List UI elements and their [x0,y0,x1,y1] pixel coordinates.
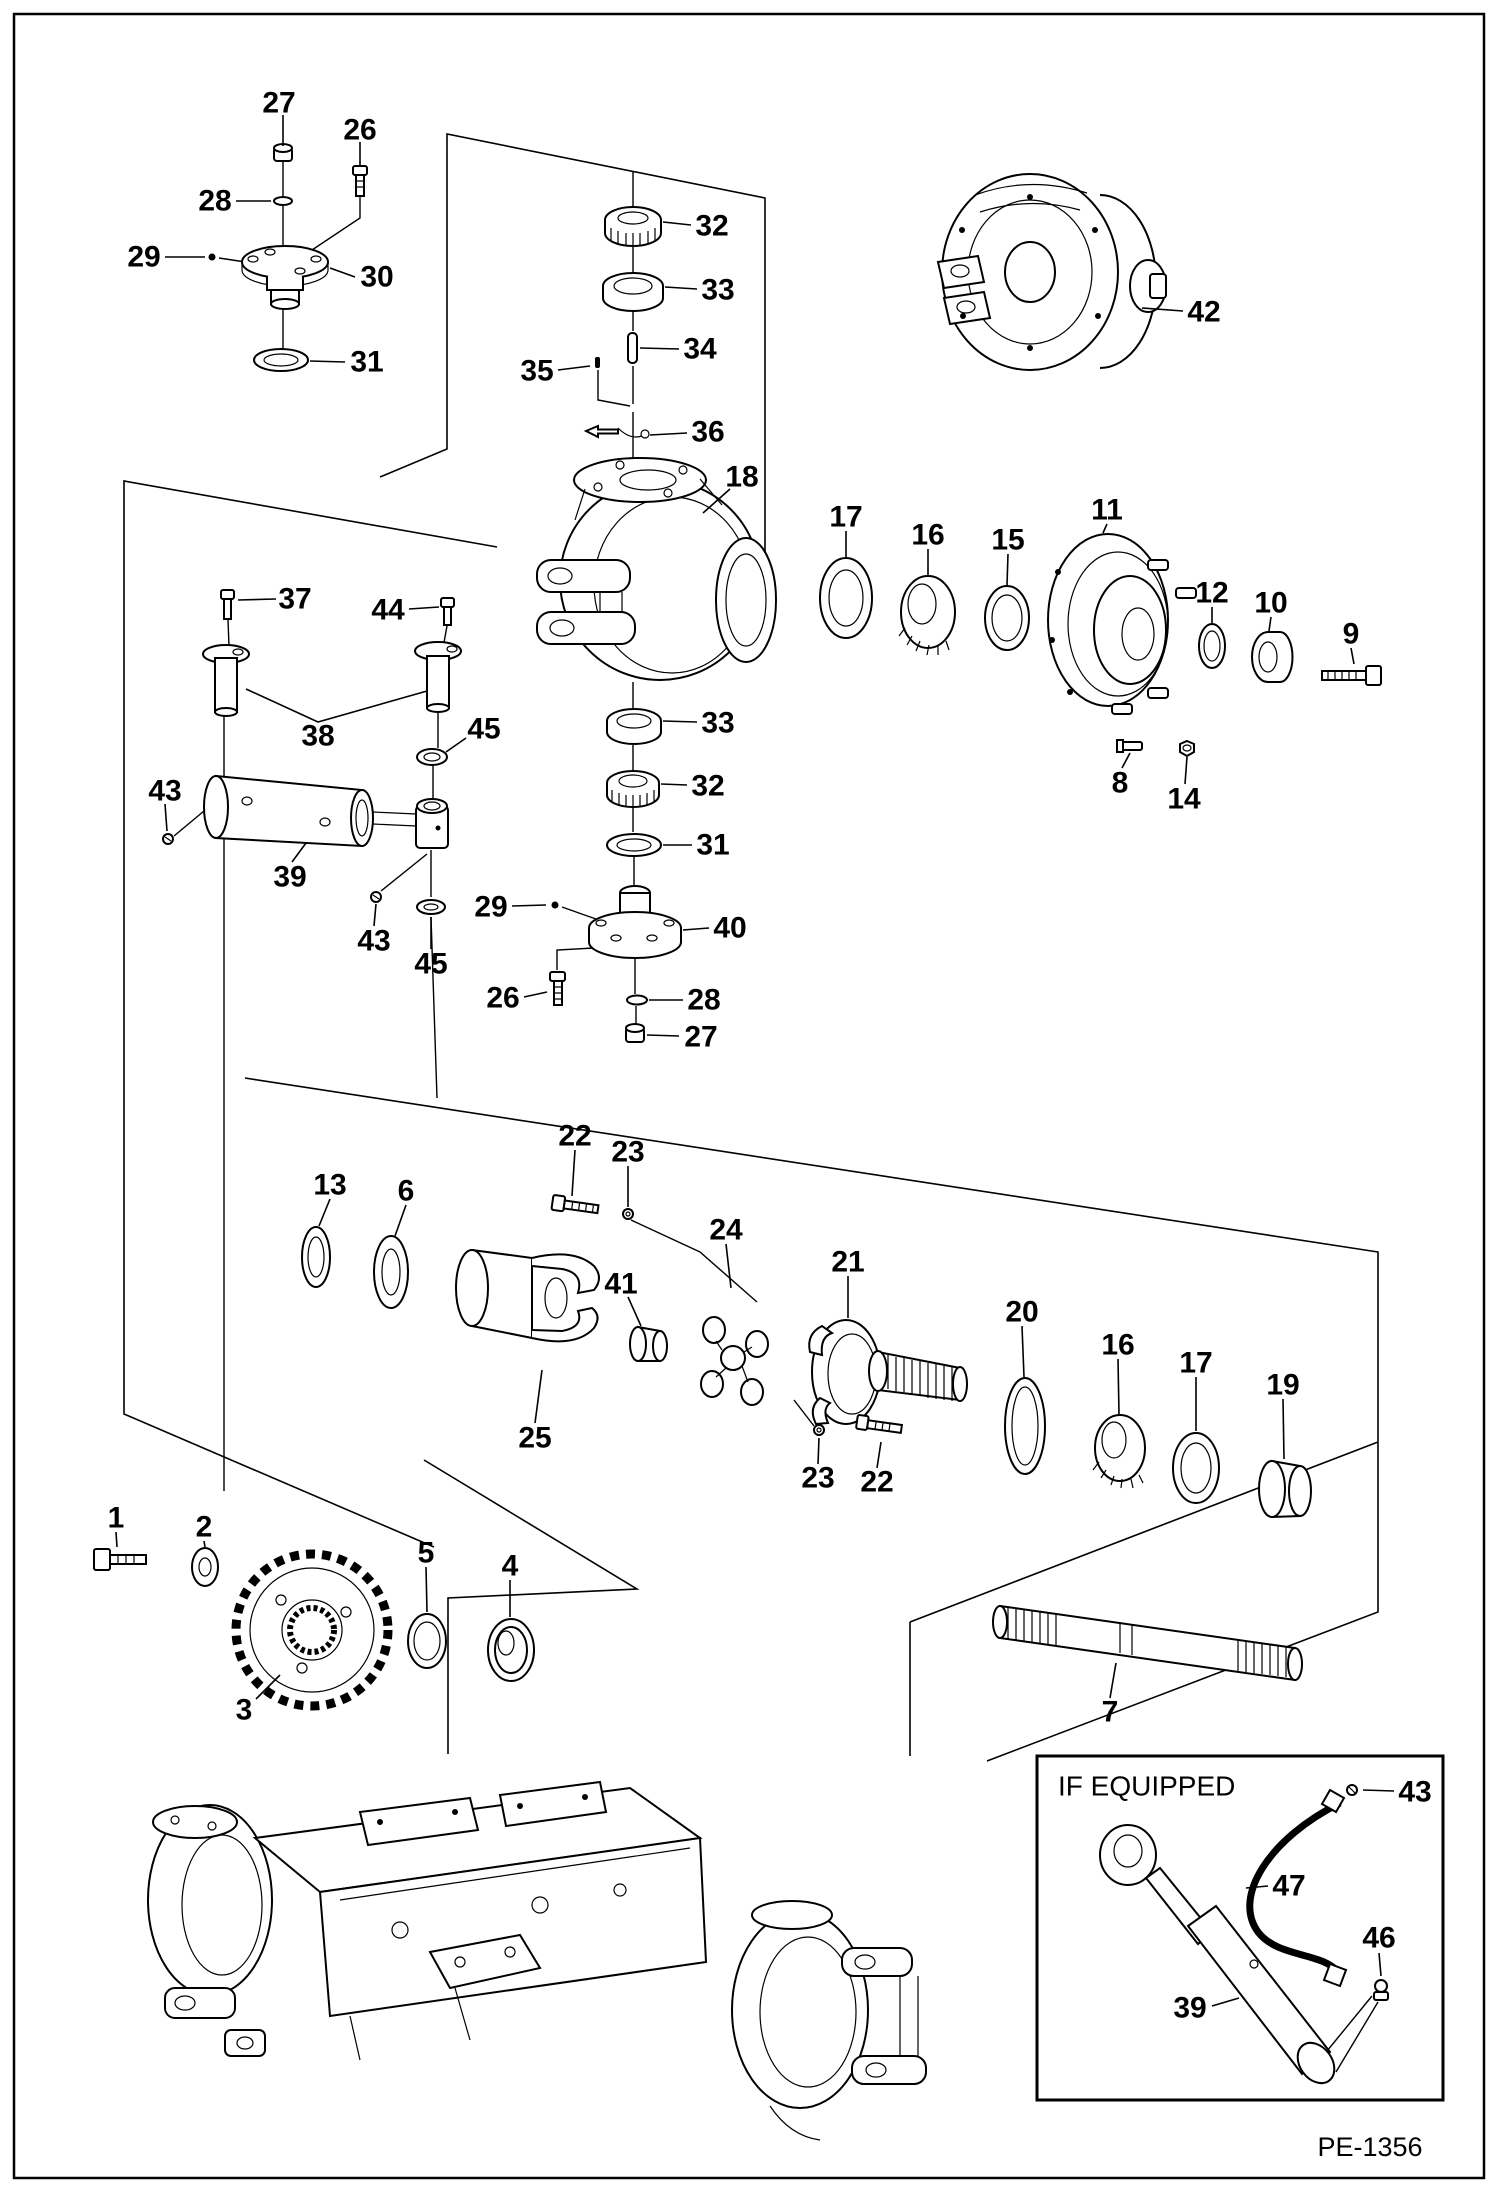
callout-35-9: 35 [520,354,554,388]
ring-15 [985,586,1029,650]
callout-41-42: 41 [604,1267,638,1301]
bolt-44 [441,598,454,625]
callout-27-0: 27 [262,86,296,120]
knuckle-ear-lower [537,612,635,644]
drive-motor-42 [938,174,1166,370]
callout-leader-43-26 [165,804,167,831]
ring-5 [408,1614,446,1668]
callout-leader-7-57 [1110,1663,1116,1698]
callout-25-45: 25 [518,1421,552,1455]
ring-13 [302,1227,330,1287]
knuckle-ear-upper [537,560,630,592]
callout-leader-20-46 [1022,1326,1024,1377]
seal-6 [374,1236,408,1308]
callout-leader-33-7 [665,287,697,289]
callout-leader-32-31 [661,784,687,785]
callout-11-16: 11 [1091,493,1123,527]
pivot-flange-40 [589,886,681,958]
bolt-37 [221,590,234,619]
callout-2-53: 2 [195,1510,213,1544]
fitting-46 [1374,1980,1388,2000]
callout-29-3: 29 [127,240,161,274]
callout-39-27: 39 [273,860,307,894]
callout-33-30: 33 [701,706,735,740]
upper-kingpin-parts [586,207,663,438]
callout-43-58: 43 [1398,1775,1432,1809]
lower-kingpin-parts [550,709,681,1042]
callout-30-4: 30 [360,260,394,294]
callout-leader-22-38 [572,1150,575,1196]
callout-18-11: 18 [725,460,759,494]
callout-leader-27-37 [647,1035,679,1036]
washer-45-lower [417,900,445,914]
callout-leader-38-24 [246,689,427,722]
callout-21-44: 21 [831,1245,865,1279]
callout-leader-33-30 [663,721,697,722]
callout-22-38: 22 [558,1119,592,1153]
stud-8 [1117,740,1142,752]
o-ring-23a [623,1209,633,1219]
callout-leader-37-22 [238,599,276,600]
plug-43-left [163,834,173,844]
seal-17 [820,558,872,638]
callout-12-17: 12 [1195,576,1229,610]
nut-14 [1180,741,1194,756]
callout-leader-6-41 [395,1205,406,1236]
bearing-cup-33b [607,709,661,744]
callout-39-61: 39 [1173,1991,1207,2025]
callout-46-60: 46 [1362,1921,1396,1955]
callout-leader-22-51 [877,1442,881,1468]
callout-7-57: 7 [1101,1695,1119,1729]
figure-code: PE-1356 [1317,2132,1423,2162]
bearing-cone-32b [607,771,659,807]
spider-24 [701,1317,768,1405]
bearing-cone-32 [605,207,661,246]
callout-19-49: 19 [1266,1368,1300,1402]
callout-leader-15-15 [1007,554,1008,585]
callout-leader-13-40 [319,1199,330,1226]
callout-10-18: 10 [1254,586,1288,620]
washer-28 [274,197,292,205]
callout-28-2: 28 [198,184,232,218]
callout-29-33: 29 [474,890,508,924]
motor-mount-ear [938,256,984,288]
zone-outlines [124,134,1378,1761]
bearing-4 [488,1619,534,1681]
callout-6-41: 6 [397,1174,415,1208]
pivot-pin-38-right [415,642,461,712]
callout-13-40: 13 [313,1168,347,1202]
callout-31-32: 31 [696,828,730,862]
washer-28b [627,996,647,1005]
callout-leader-23-50 [818,1438,819,1464]
callout-16-47: 16 [1101,1328,1135,1362]
callout-33-7: 33 [701,273,735,307]
callout-26-35: 26 [486,981,520,1015]
bolt-9 [1322,666,1381,685]
yoke-25 [456,1250,599,1341]
callout-36-10: 36 [691,415,725,449]
callout-layer [108,87,1432,2025]
callout-leader-44-23 [409,607,439,609]
bolt-22a [551,1195,599,1216]
callout-leader-41-42 [628,1297,641,1326]
callout-leader-29-33 [512,905,546,906]
plug-43-right [371,892,381,902]
cap-10 [1252,632,1292,682]
callout-20-46: 20 [1005,1295,1039,1329]
hub-parts-row [820,534,1381,756]
callout-leader-31-5 [310,361,345,362]
seal-31 [254,349,308,371]
callout-45-25: 45 [467,712,501,746]
callout-3-54: 3 [235,1693,253,1727]
washer-45-upper [417,749,447,765]
seal-31b [607,834,661,856]
callout-4-56: 4 [501,1549,519,1583]
sprocket-cluster [94,1548,534,1706]
callout-leader-5-55 [426,1567,427,1612]
callout-17-13: 17 [829,500,863,534]
callout-leader-14-21 [1185,757,1187,784]
plug-43c [1347,1785,1357,1795]
callout-leader-36-10 [650,433,687,435]
cap-nut-27b [626,1024,644,1042]
motor-mount-ear [944,292,990,324]
callout-leader-19-49 [1283,1399,1284,1459]
callout-leader-46-60 [1379,1953,1381,1976]
steer-cylinder-39 [204,776,448,848]
callout-leader-43-58 [1363,1790,1394,1791]
callout-leader-32-6 [663,222,691,225]
callout-14-21: 14 [1167,782,1201,816]
callout-42-12: 42 [1187,295,1221,329]
callout-leader-24-43 [726,1244,731,1288]
callout-15-15: 15 [991,523,1025,557]
bolt-22b [856,1415,903,1435]
fitting-36 [586,426,649,438]
callout-leader-25-45 [535,1370,542,1423]
bearing-cup-41 [630,1327,667,1361]
wheel-hub-11 [1048,534,1196,714]
bolt-26b [550,972,565,1005]
callout-43-28: 43 [357,924,391,958]
callout-31-5: 31 [350,345,384,379]
if-equipped-title: IF EQUIPPED [1058,1770,1236,1802]
callout-leader-39-61 [1212,1998,1239,2006]
o-ring-23b [814,1425,824,1435]
callout-38-24: 38 [301,719,335,753]
o-ring-12 [1199,624,1225,668]
callout-22-51: 22 [860,1465,894,1499]
callout-5-55: 5 [417,1536,435,1570]
callout-leader-45-25 [446,738,466,752]
yoke-21 [809,1320,967,1424]
callout-leader-16-47 [1118,1359,1119,1414]
callout-leader-43-28 [374,904,376,926]
callout-47-59: 47 [1272,1869,1306,1903]
pivot-flange-30 [242,246,328,309]
axle-shaft-7 [993,1606,1302,1680]
callout-9-19: 9 [1342,617,1360,651]
callout-leader-30-4 [330,268,355,277]
callout-8-20: 8 [1111,766,1129,800]
pin-34 [628,333,637,363]
callout-1-52: 1 [107,1501,125,1535]
callout-34-8: 34 [683,332,717,366]
callout-32-6: 32 [695,209,729,243]
callout-leader-26-35 [524,992,547,997]
callout-leader-39-27 [292,843,306,862]
bearing-16b [1093,1415,1145,1488]
bearing-cup-33 [603,273,663,311]
sprocket-3 [236,1554,388,1706]
callout-44-23: 44 [371,593,405,627]
bolt-1 [94,1549,146,1570]
callout-26-1: 26 [343,113,377,147]
axle-housing [148,1782,926,2140]
pivot-pin-38-left [203,645,249,716]
callout-16-14: 16 [911,518,945,552]
callout-23-50: 23 [801,1461,835,1495]
bolt-26 [353,166,367,196]
callout-43-26: 43 [148,774,182,808]
callout-40-34: 40 [713,911,747,945]
callout-23-39: 23 [611,1135,645,1169]
callout-37-22: 37 [278,582,312,616]
callout-leader-35-9 [558,366,590,370]
cap-19 [1259,1461,1311,1517]
seal-17b [1173,1433,1219,1503]
callout-leader-47-59 [1246,1886,1268,1888]
callout-leader-40-34 [683,928,709,930]
o-ring-20 [1005,1378,1045,1474]
callout-17-48: 17 [1179,1346,1213,1380]
callout-27-37: 27 [684,1020,718,1054]
callout-28-36: 28 [687,983,721,1017]
washer-2 [192,1548,218,1586]
callout-45-29: 45 [414,947,448,981]
upper-pivot-parts [242,144,367,371]
bearing-16 [899,576,955,655]
callout-32-31: 32 [691,769,725,803]
callout-leader-34-8 [640,348,679,349]
callout-24-43: 24 [709,1213,743,1247]
